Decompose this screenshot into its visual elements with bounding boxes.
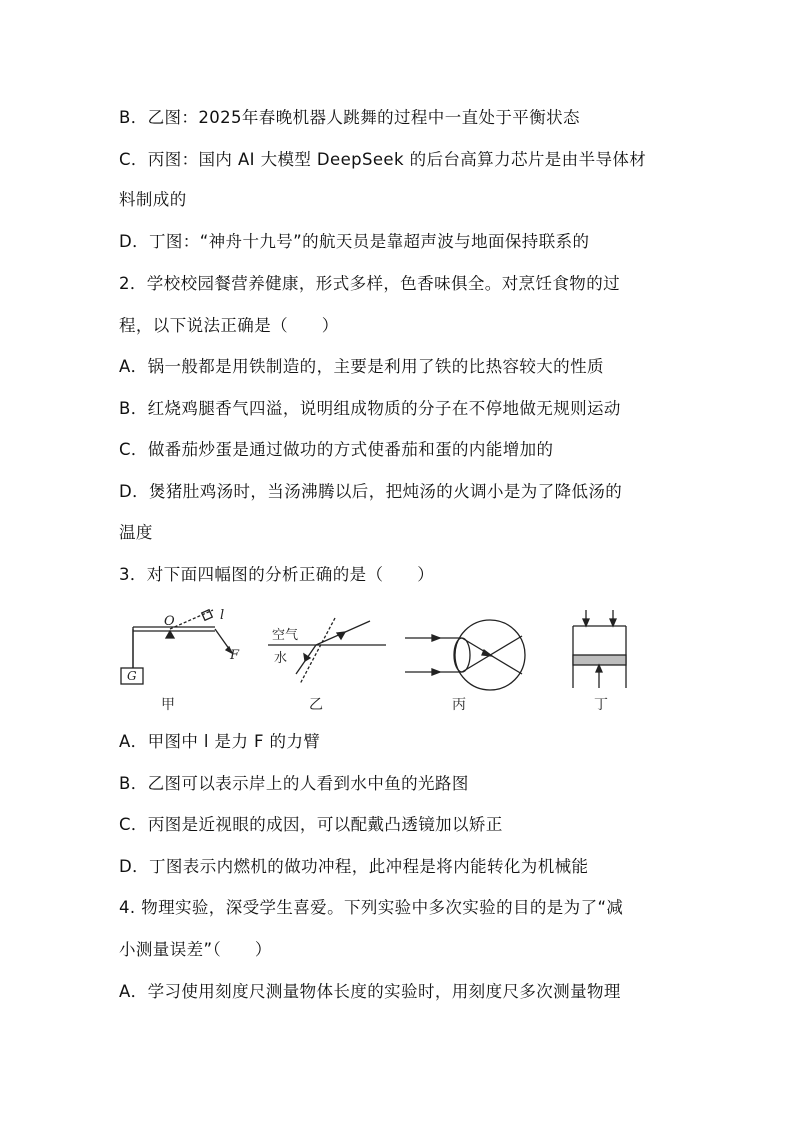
caption-jia: 甲 bbox=[161, 697, 175, 713]
figure-drawings bbox=[0, 608, 794, 718]
caption-ding: 丁 bbox=[594, 697, 608, 713]
q3-option-b: B．乙图可以表示岸上的人看到水中鱼的光路图 bbox=[119, 774, 469, 793]
question-2-stem: 2．学校校园餐营养健康，形式多样，色香味俱全。对烹饪食物的过 bbox=[119, 274, 620, 293]
option-d-text: D．丁图：“神舟十九号”的航天员是靠超声波与地面保持联系的 bbox=[119, 232, 590, 251]
option-c-text: C．丙图：国内 AI 大模型 DeepSeek 的后台高算力芯片是由半导体材 bbox=[119, 150, 647, 169]
q2-option-d: D．煲猪肚鸡汤时，当汤沸腾以后，把炖汤的火调小是为了降低汤的 bbox=[119, 482, 623, 501]
weight-label: G bbox=[127, 669, 137, 683]
question-4-stem-cont: 小测量误差”（ ） bbox=[119, 940, 272, 959]
pivot-label: O bbox=[164, 614, 175, 629]
lever-diagram bbox=[121, 610, 232, 684]
q2-option-b: B．红烧鸡腿香气四溢，说明组成物质的分子在不停地做无规则运动 bbox=[119, 399, 621, 418]
water-label: 水 bbox=[274, 651, 288, 666]
question-4-stem: 4. 物理实验，深受学生喜爱。下列实验中多次实验的目的是为了“减 bbox=[119, 898, 624, 917]
arm-label: l bbox=[220, 608, 225, 623]
option-c-text-cont: 料制成的 bbox=[119, 190, 187, 209]
caption-yi: 乙 bbox=[309, 697, 323, 713]
force-label: F bbox=[230, 648, 240, 663]
eye-diagram bbox=[405, 620, 525, 690]
cylinder-diagram bbox=[573, 610, 626, 688]
question-2-stem-cont: 程，以下说法正确是（ ） bbox=[119, 316, 339, 335]
q2-option-d-cont: 温度 bbox=[119, 523, 153, 542]
q3-option-d: D．丁图表示内燃机的做功冲程，此冲程是将内能转化为机械能 bbox=[119, 857, 589, 876]
option-b-text: B．乙图：2025年春晚机器人跳舞的过程中一直处于平衡状态 bbox=[119, 108, 580, 127]
question-3-stem: 3．对下面四幅图的分析正确的是（ ） bbox=[119, 565, 435, 584]
caption-bing: 丙 bbox=[452, 697, 466, 713]
q2-option-a: A．锅一般都是用铁制造的，主要是利用了铁的比热容较大的性质 bbox=[119, 357, 604, 376]
q2-option-c: C．做番茄炒蛋是通过做功的方式使番茄和蛋的内能增加的 bbox=[119, 440, 554, 459]
q3-option-a: A．甲图中 l 是力 F 的力臂 bbox=[119, 732, 321, 751]
air-label: 空气 bbox=[272, 628, 299, 643]
q4-option-a: A．学习使用刻度尺测量物体长度的实验时，用刻度尺多次测量物理 bbox=[119, 982, 621, 1001]
q3-option-c: C．丙图是近视眼的成因，可以配戴凸透镜加以矫正 bbox=[119, 815, 503, 834]
question-3-figures bbox=[0, 608, 794, 718]
